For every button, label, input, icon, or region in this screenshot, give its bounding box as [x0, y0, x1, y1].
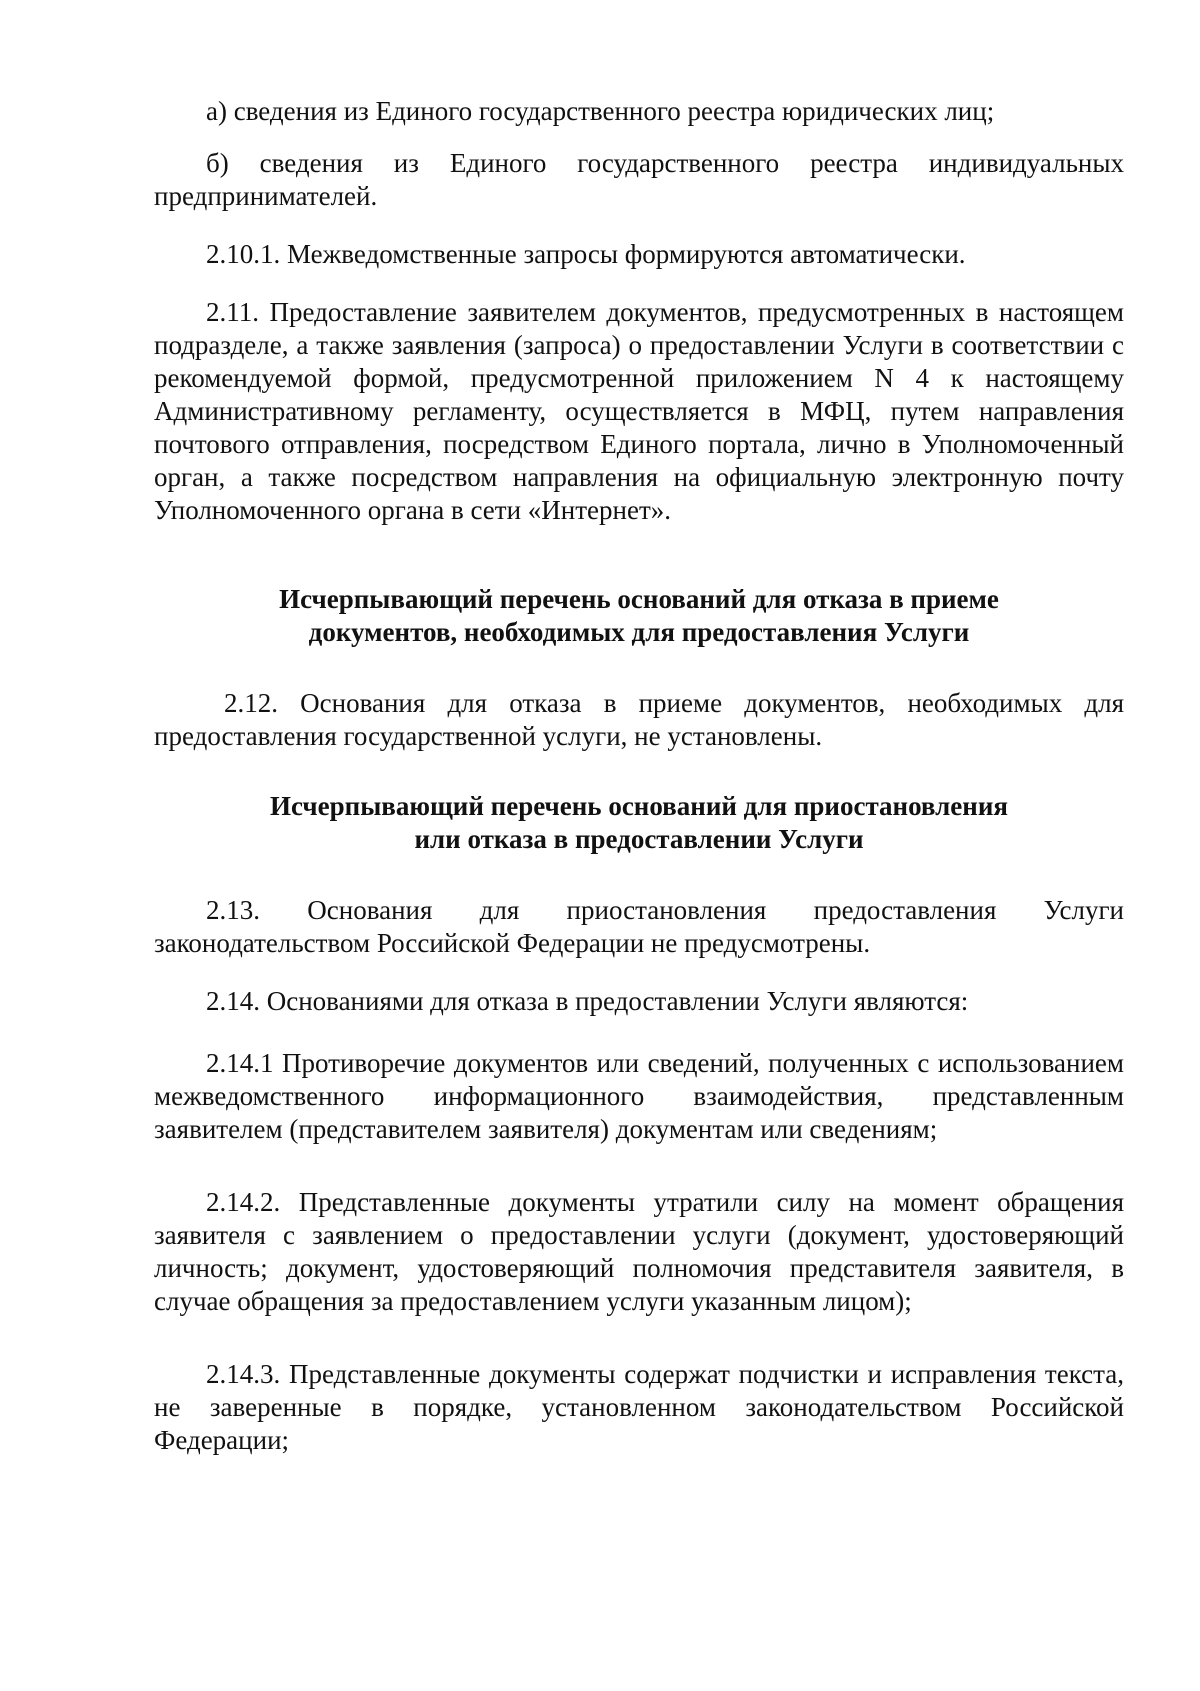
paragraph-b: б) сведения из Единого государственного реестра индивидуальных предпринимателей.	[154, 148, 1124, 211]
section-heading-suspension-refusal	[154, 790, 1124, 856]
paragraph-2-11: 2.11. Предоставление заявителем документов, предусмотренных в настоящем подразделе, а также заявления (запроса) о предоставлении Услуги в соответствии с рекомендуемой формой, предусмотренной приложением N 4 к настоящему Административному регламенту, осуществляется в МФЦ, путем направления почтового отправления, посредством Единого портала, лично в Уполномоченный орган, а также посредством направления на официальную электронную почту Уполномоченного органа в сети «Интернет».	[154, 297, 1124, 525]
heading-line: Исчерпывающий перечень оснований для отказа в приеме	[279, 584, 999, 614]
document-body	[154, 95, 1124, 1457]
paragraph-a: а) сведения из Единого государственного реестра юридических лиц;	[206, 96, 995, 126]
heading-line: или отказа в предоставлении Услуги	[414, 824, 864, 854]
heading-line: Исчерпывающий перечень оснований для приостановления	[269, 791, 1009, 821]
section-heading-refusal-acceptance	[154, 583, 1124, 649]
paragraph-2-14-2: 2.14.2. Представленные документы утратили силу на момент обращения заявителя с заявлением о предоставлении услуги (документ, удостоверяющий личность; документ, удостоверяющий полномочия представителя заявителя, в случае обращения за предоставлением услуги указанным лицом);	[154, 1187, 1124, 1316]
paragraph-2-14: 2.14. Основаниями для отказа в предоставлении Услуги являются:	[206, 986, 969, 1016]
paragraph-2-10-1: 2.10.1. Межведомственные запросы формируются автоматически.	[206, 239, 966, 269]
paragraph-2-14-3: 2.14.3. Представленные документы содержат подчистки и исправления текста, не заверенные в порядке, установленном законодательством Российской Федерации;	[154, 1359, 1124, 1455]
paragraph-2-13: 2.13. Основания для приостановления предоставления Услуги законодательством Российской Федерации не предусмотрены.	[154, 895, 1124, 958]
heading-line: документов, необходимых для предоставления Услуги	[308, 617, 970, 647]
paragraph-2-14-1: 2.14.1 Противоречие документов или сведений, полученных с использованием межведомственного информационного взаимодействия, представленным заявителем (представителем заявителя) документам или сведениям;	[154, 1048, 1124, 1144]
paragraph-2-12: 2.12. Основания для отказа в приеме документов, необходимых для предоставления государственной услуги, не установлены.	[154, 688, 1124, 751]
